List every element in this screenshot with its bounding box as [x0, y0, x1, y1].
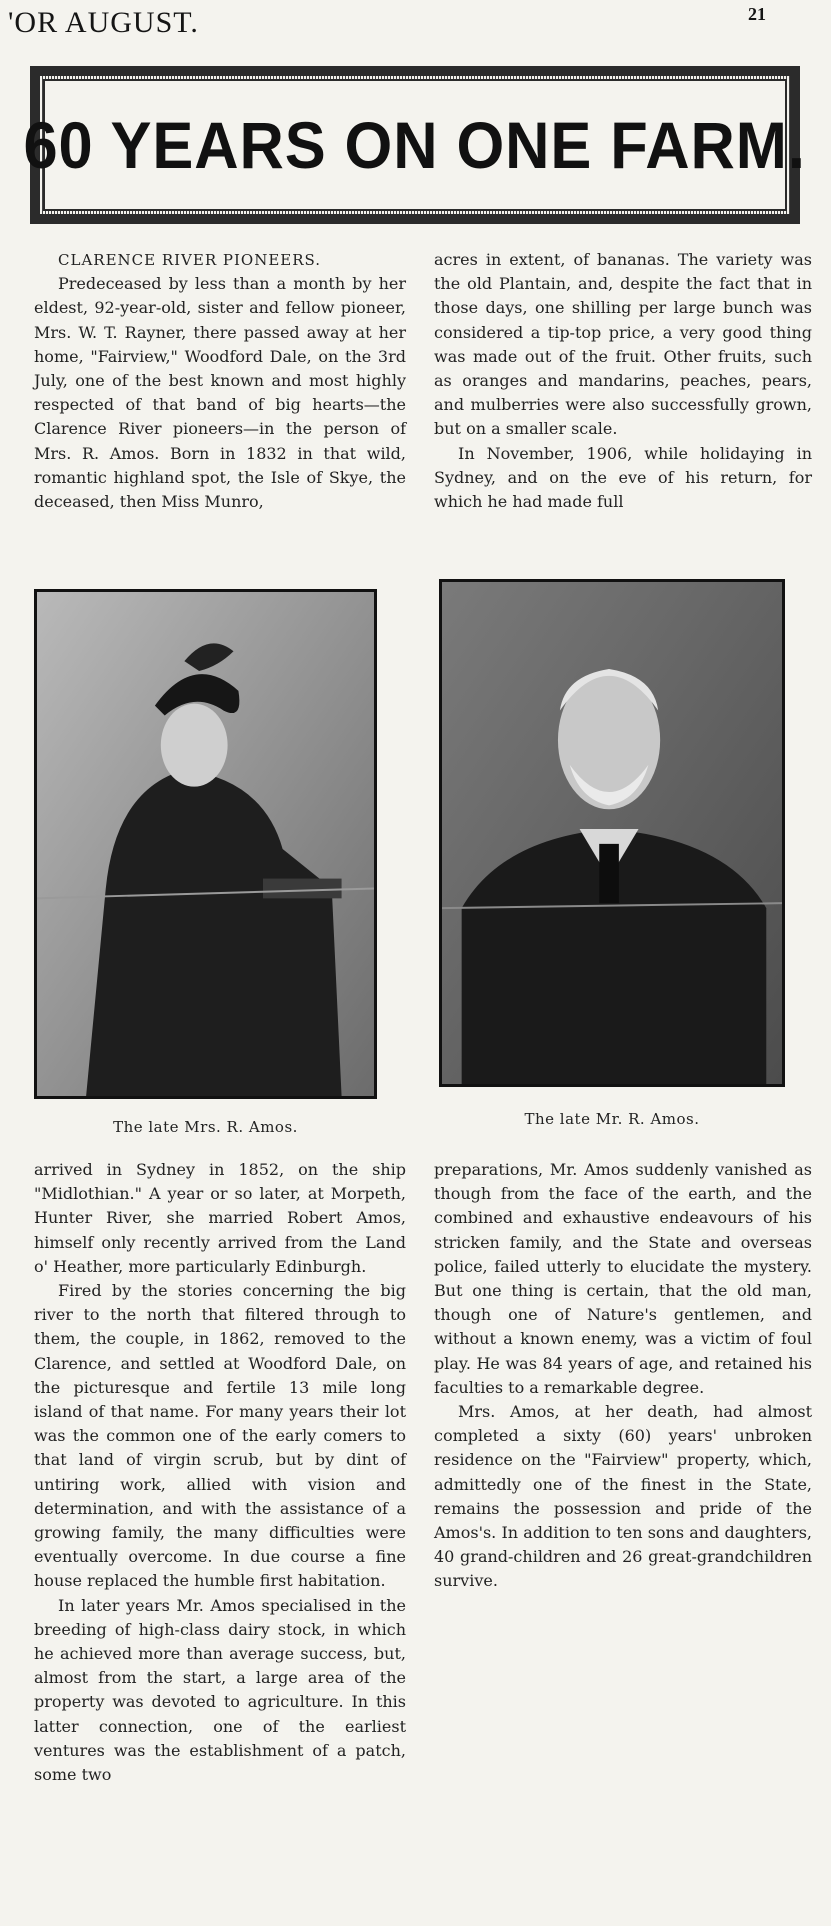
paragraph: preparations, Mr. Amos suddenly vanished as though from the face of the earth, and the combined and exhaustive endeavours of his stricken family, and the State and overseas police, failed utterly to elucidate the mystery. But one thing is certain, that the old man, though one of Nature's gentlemen, and without a known enemy, was a victim of foul play. He was 84 years of age, and retained his faculties to a remarkable degree. — [434, 1160, 812, 1397]
headline-box — [23, 66, 807, 224]
paragraph: Fired by the stories concerning the big river to the north that filtered through to them, the couple, in 1862, removed to the Clarence, and settled at Woodford Dale, on the picturesque and fertile 13 mile long island of that name. For many years their lot was the common one of the early comers to that land of virgin scrub, but by dint of untiring work, allied with vision and determination, and with the assistance of a growing family, the many difficulties were eventually overcome. In due course a fine house replaced the humble first habitation. — [34, 1281, 406, 1591]
face-shape — [161, 704, 228, 787]
paragraph: arrived in Sydney in 1852, on the ship "Midlothian." A year or so later, at Morpeth, Hunter River, she married Robert Amos, himself only recently arrived from the Land o' Heather, more particularly Edinburgh. — [34, 1160, 406, 1276]
caption-right: The late Mr. R. Amos. — [524, 1110, 700, 1128]
column-1-bottom — [34, 1158, 406, 1787]
paragraph: In later years Mr. Amos specialised in the breeding of high-class dairy stock, in which he achieved more than average success, but, almost from the start, a large area of the property was devoted to agriculture. In this latter connection, one of the earliest ventures was the establishment of a patch, some two — [34, 1595, 406, 1785]
headline-inner — [23, 79, 807, 211]
caption-left: The late Mrs. R. Amos. — [113, 1118, 298, 1136]
running-head: 'OR AUGUST. — [8, 6, 199, 39]
section-title: CLARENCE RIVER PIONEERS. — [58, 251, 322, 269]
portrait-woman — [37, 592, 374, 1096]
necktie — [599, 844, 619, 903]
headline: 60 YEARS ON ONE FARM. — [23, 108, 807, 182]
chair-arm — [263, 879, 342, 899]
column-2-top — [434, 248, 812, 514]
column-1-top — [34, 248, 406, 514]
paragraph: Mrs. Amos, at her death, had almost completed a sixty (60) years' unbroken residence on the "Fairview" property, which, admittedly one of the finest in the State, remains the possession and pride of the Amos's. In addition to ten sons and daughters, 40 grand-children and 26 great-grandchildren survive. — [434, 1402, 812, 1591]
paragraph: acres in extent, of bananas. The variety was the old Plantain, and, despite the fact that in those days, one shilling per large bunch was considered a tip-top price, a very good thing was made out of the fruit. Other fruits, such as oranges and mandarins, peaches, pears, and mulberries were also successfully grown, but on a smaller scale. — [434, 250, 812, 439]
page-number: 21 — [748, 4, 766, 24]
column-2-bottom — [434, 1158, 812, 1594]
photo-mrs-amos — [34, 589, 377, 1099]
paragraph: In November, 1906, while holidaying in Sydney, and on the eve of his return, for which he had made full — [434, 443, 812, 512]
photo-mr-amos — [439, 579, 785, 1087]
portrait-man — [442, 582, 782, 1084]
paragraph: Predeceased by less than a month by her eldest, 92-year-old, sister and fellow pioneer, Mrs. W. T. Rayner, there passed away at her home, "Fairview," Woodford Dale, on the 3rd July, one of the best known and most highly respected of that band of big hearts—the Clarence River pioneers—in the person of Mrs. R. Amos. Born in 1832 in that wild, romantic highland spot, the Isle of Skye, the deceased, then Miss Munro, — [34, 274, 406, 512]
